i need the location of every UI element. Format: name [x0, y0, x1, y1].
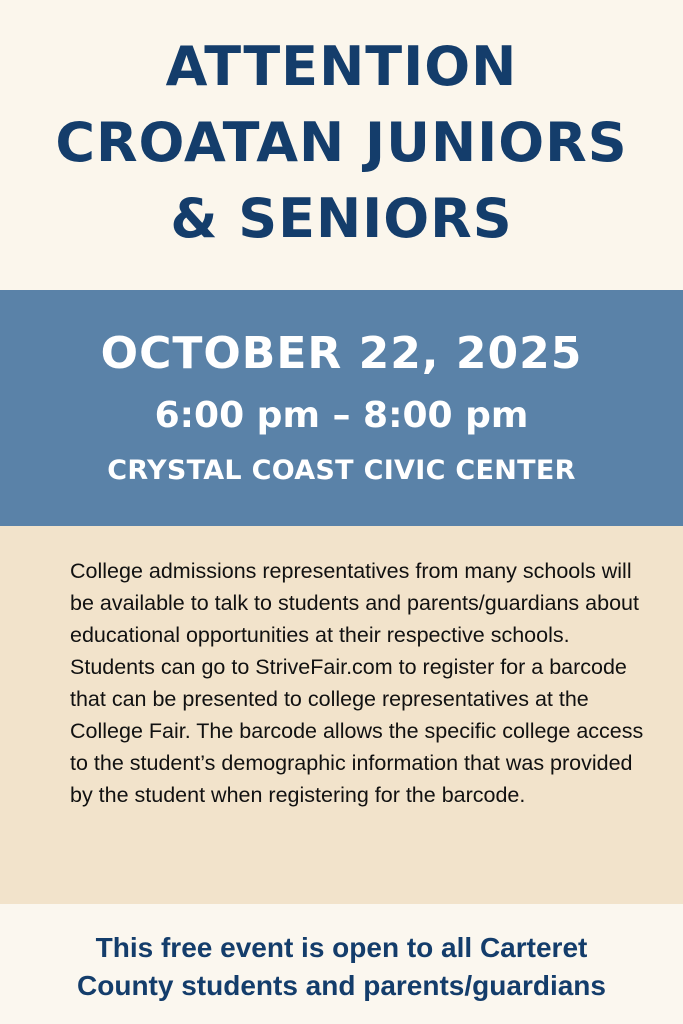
description-section: [0, 526, 683, 904]
footer-note: [0, 929, 683, 1005]
event-time: 6:00 pm – 8:00 pm: [154, 395, 529, 436]
title-line-3: & SENIORS: [170, 187, 513, 250]
footer-line-2: County students and parents/guardians: [77, 970, 606, 1001]
footer-line-1: This free event is open to all Carteret: [95, 932, 588, 963]
header-section: [0, 0, 683, 290]
footer-section: [0, 904, 683, 1024]
event-details-band: [0, 290, 683, 526]
page-title: [55, 29, 627, 257]
title-line-1: ATTENTION: [165, 35, 518, 98]
description-text: College admissions representatives from many schools will be available to talk to students and parents/guardians about educational opportunities at their respective schools. Students can go to StriveFair.com to register for a barcode that can be presented to college representatives at the College Fair. The barcode allows the specific college access to the student’s demographic information that was provided by the student when registering for the barcode.: [70, 559, 644, 807]
event-venue: CRYSTAL COAST CIVIC CENTER: [107, 455, 576, 486]
event-date: OCTOBER 22, 2025: [100, 328, 583, 379]
title-line-2: CROATAN JUNIORS: [55, 111, 628, 174]
